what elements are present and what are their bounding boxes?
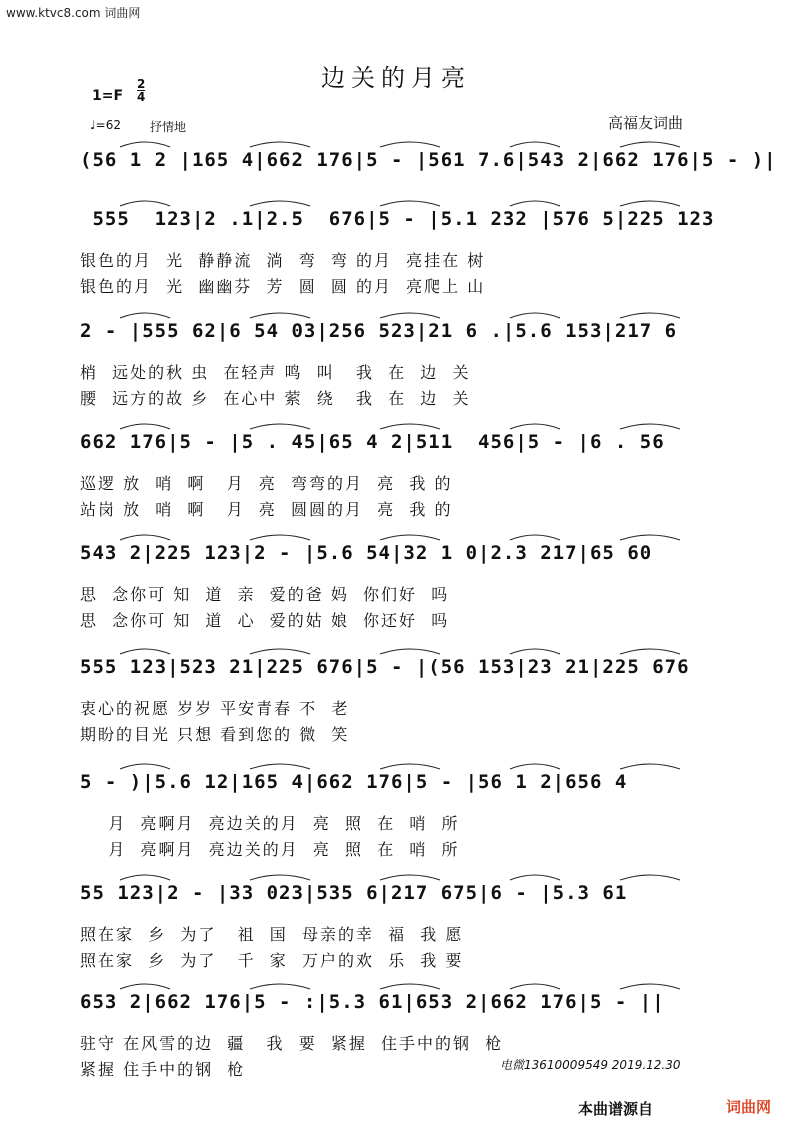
slur [510,764,560,769]
lyric-line: 银色的月 光 静静流 淌 弯 弯 的月 亮挂在 树 [80,251,486,270]
brand-logo[interactable]: 词曲网 [726,1098,772,1116]
slur [250,535,310,540]
slur [250,649,310,654]
slur-marks [80,759,712,771]
lyric-line: 驻守 在风雪的边 疆 我 要 紧握 住手中的钢 枪 [80,1034,504,1053]
notation-text: 55 123|2 - |33 023|535 6|217 675|6 - |5.3 61 [80,882,628,904]
lyric-line: 照在家 乡 为了 千 家 万户的欢 乐 我 要 [80,951,464,970]
slur [510,535,560,540]
lyric-line: 月 亮啊月 亮边关的月 亮 照 在 哨 所 [80,814,460,833]
lyric-line: 站岗 放 哨 啊 月 亮 圆圆的月 亮 我 的 [80,500,453,519]
song-title: 边关的月亮 [321,64,471,92]
slur [380,875,440,880]
lyric-line: 思 念你可 知 道 亲 爱的爸 妈 你们好 吗 [80,585,450,604]
slur [620,201,680,206]
slur [250,313,310,318]
slur [120,764,170,769]
slur [510,424,560,429]
notation-text: 555 123|2 .1|2.5 676|5 - |5.1 232 |576 5|225 123 [80,208,715,230]
contact-info: 电微13610009549 2019.12.30 [500,1058,681,1072]
slur [620,984,680,989]
slur [510,313,560,318]
slur [250,764,310,769]
notation-text: (56 1 2 |165 4|662 176|5 - |561 7.6|543 2|662 176|5 - )| [80,149,777,171]
lyric-line: 梢 远处的秋 虫 在轻声 鸣 叫 我 在 边 关 [80,363,471,382]
notation-line [80,536,712,576]
slur [120,424,170,429]
lyric-line: 照在家 乡 为了 祖 国 母亲的幸 福 我 愿 [80,925,464,944]
slur-marks [80,644,712,656]
lyric-line: 思 念你可 知 道 心 爱的姑 娘 你还好 吗 [80,611,450,630]
slur [620,875,680,880]
slur [510,984,560,989]
slur-marks [80,196,712,208]
time-signature-bottom: 4 [137,90,146,104]
composer-credit: 高福友词曲 [608,114,684,132]
notation-line [80,765,712,805]
slur-marks [80,870,712,882]
slur [380,201,440,206]
slur [620,764,680,769]
lyric-line: 腰 远方的故 乡 在心中 萦 绕 我 在 边 关 [80,389,471,408]
slur [510,201,560,206]
notation-text: 662 176|5 - |5 . 45|65 4 2|511 456|5 - |6 . 56 [80,431,665,453]
notation-line [80,202,715,242]
notation-line [80,314,712,354]
slur-marks [80,137,712,149]
slur [620,142,680,147]
lyric-line: 紧握 住手中的钢 枪 [80,1060,246,1079]
slur-marks [80,419,712,431]
slur [380,142,440,147]
slur-marks [80,308,712,320]
time-signature [137,78,145,103]
slur [380,313,440,318]
slur [250,875,310,880]
slur [510,649,560,654]
expression-marking: 抒情地 [150,120,187,134]
slur [250,201,310,206]
slur-marks [80,530,712,542]
site-url[interactable]: www.ktvc8.com 词曲网 [6,6,141,20]
slur [250,142,310,147]
slur [120,984,170,989]
slur [120,875,170,880]
notation-text: 2 - |555 62|6 54 03|256 523|21 6 .|5.6 153|217 6 [80,320,678,342]
lyric-line: 巡逻 放 哨 啊 月 亮 弯弯的月 亮 我 的 [80,474,453,493]
slur [120,535,170,540]
lyric-line: 衷心的祝愿 岁岁 平安青春 不 老 [80,699,350,718]
slur [380,764,440,769]
notation-text: 543 2|225 123|2 - |5.6 54|32 1 0|2.3 217|65 60 [80,542,653,564]
notation-line [80,143,777,183]
tempo-marking: ♩=62 [90,118,121,132]
notation-line [80,876,712,916]
slur [120,649,170,654]
notation-line [80,650,712,690]
key-signature: 1=F [92,88,124,104]
slur [380,984,440,989]
slur [380,649,440,654]
slur [380,535,440,540]
slur [510,142,560,147]
notation-text: 653 2|662 176|5 - :|5.3 61|653 2|662 176|5 - || [80,991,665,1013]
slur [380,424,440,429]
notation-line [80,985,712,1025]
time-signature-top: 2 [137,77,146,91]
slur [120,142,170,147]
slur-marks [80,979,712,991]
slur [510,875,560,880]
slur [250,984,310,989]
source-label: 本曲谱源自 [578,1100,654,1118]
slur [620,535,680,540]
slur [120,201,170,206]
slur [620,313,680,318]
slur [620,649,680,654]
lyric-line: 期盼的目光 只想 看到您的 微 笑 [80,725,350,744]
lyric-line: 月 亮啊月 亮边关的月 亮 照 在 哨 所 [80,840,460,859]
notation-text: 5 - )|5.6 12|165 4|662 176|5 - |56 1 2|656 4 [80,771,628,793]
slur [250,424,310,429]
slur [620,424,680,429]
notation-line [80,425,712,465]
lyric-line: 银色的月 光 幽幽芬 芳 圆 圆 的月 亮爬上 山 [80,277,486,296]
slur [120,313,170,318]
notation-text: 555 123|523 21|225 676|5 - |(56 153|23 21|225 676 [80,656,690,678]
